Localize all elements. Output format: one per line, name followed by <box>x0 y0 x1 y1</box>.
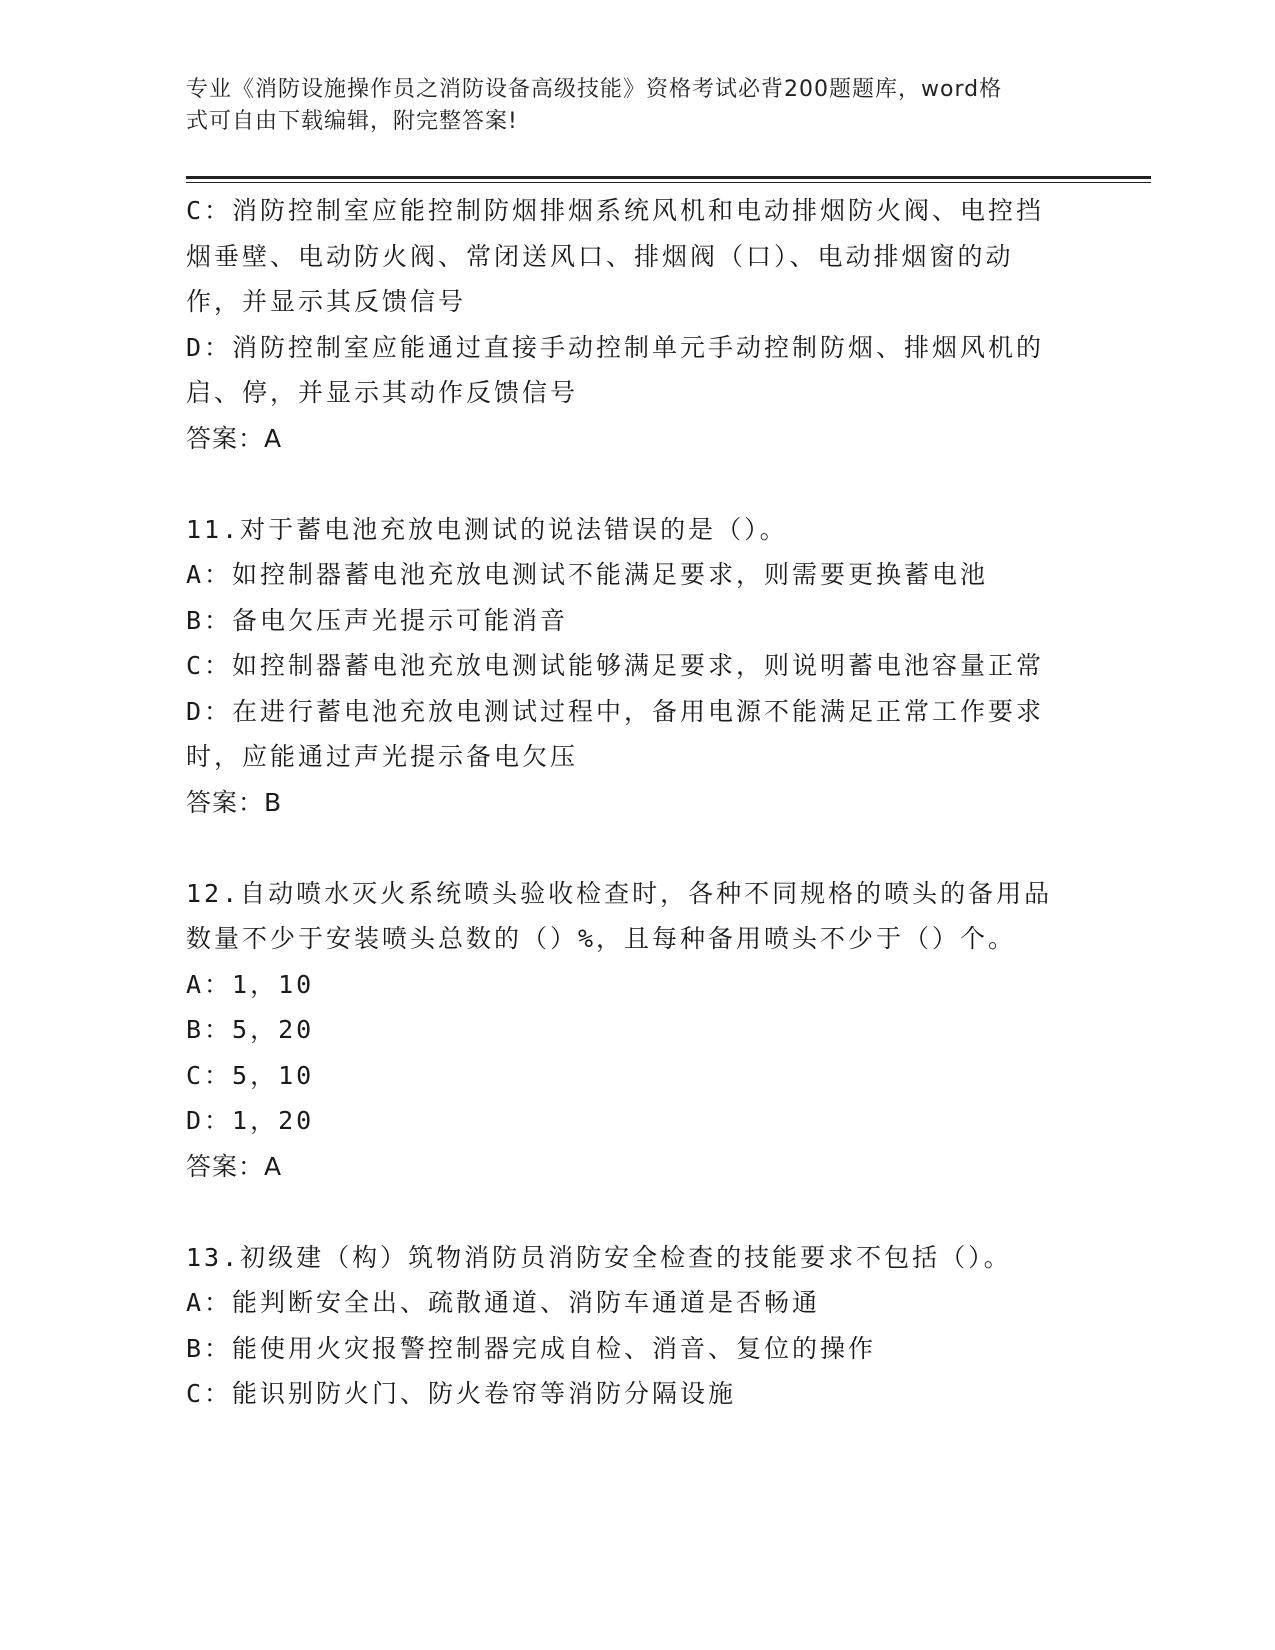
answer-line: 答案：B <box>186 787 283 817</box>
question-stem-line-1: 12.自动喷水灭火系统喷头验收检查时，各种不同规格的喷头的备用品 <box>186 878 1053 908</box>
option-d: D：1，20 <box>186 1106 315 1135</box>
spacer <box>186 1189 1076 1235</box>
option-c-line-3: 作，并显示其反馈信号 <box>186 287 467 316</box>
spacer <box>186 461 1076 507</box>
answer-line: 答案：A <box>186 423 283 453</box>
option-a: A：能判断安全出、疏散通道、消防车通道是否畅通 <box>186 1288 821 1317</box>
option-b: B：5，20 <box>186 1015 315 1044</box>
question-stem: 13.初级建（构）筑物消防员消防安全检查的技能要求不包括（）。 <box>186 1242 1012 1272</box>
option-a: A：如控制器蓄电池充放电测试不能满足要求，则需要更换蓄电池 <box>186 560 989 589</box>
option-d-line-1: D：在进行蓄电池充放电测试过程中，备用电源不能满足正常工作要求 <box>186 696 1045 726</box>
prev-question <box>186 188 1076 461</box>
option-b: B：能使用火灾报警控制器完成自检、消音、复位的操作 <box>186 1333 877 1363</box>
question-stem: 11.对于蓄电池充放电测试的说法错误的是（）。 <box>186 514 788 544</box>
question-11 <box>186 507 1076 826</box>
option-c-line-1: C：消防控制室应能控制防烟排烟系统风机和电动排烟防火阀、电控挡 <box>186 196 1045 225</box>
question-content <box>186 188 1076 1417</box>
header-rule-thin <box>186 182 1151 183</box>
option-c: C：如控制器蓄电池充放电测试能够满足要求，则说明蓄电池容量正常 <box>186 651 1045 680</box>
option-c: C：能识别防火门、防火卷帘等消防分隔设施 <box>186 1379 737 1408</box>
document-header <box>186 74 1066 138</box>
question-stem-line-2: 数量不少于安装喷头总数的（）%，且每种备用喷头不少于（）个。 <box>186 924 1017 953</box>
option-c: C：5，10 <box>186 1060 315 1090</box>
option-b: B：备电欠压声光提示可能消音 <box>186 605 569 635</box>
option-d-line-1: D：消防控制室应能通过直接手动控制单元手动控制防烟、排烟风机的 <box>186 332 1045 362</box>
header-line-2: 式可自由下载编辑，附完整答案! <box>186 109 518 134</box>
header-rule-thick <box>186 176 1151 179</box>
header-line-1: 专业《消防设施操作员之消防设备高级技能》资格考试必背200题题库，word格 <box>186 77 1003 102</box>
option-a: A：1，10 <box>186 969 315 999</box>
question-13 <box>186 1235 1076 1417</box>
option-d-line-2: 启、停，并显示其动作反馈信号 <box>186 378 579 407</box>
option-c-line-2: 烟垂壁、电动防火阀、常闭送风口、排烟阀（口）、电动排烟窗的动 <box>186 241 1014 271</box>
question-12 <box>186 871 1076 1190</box>
option-d-line-2: 时，应能通过声光提示备电欠压 <box>186 742 579 771</box>
answer-line: 答案：A <box>186 1151 283 1181</box>
spacer <box>186 825 1076 871</box>
